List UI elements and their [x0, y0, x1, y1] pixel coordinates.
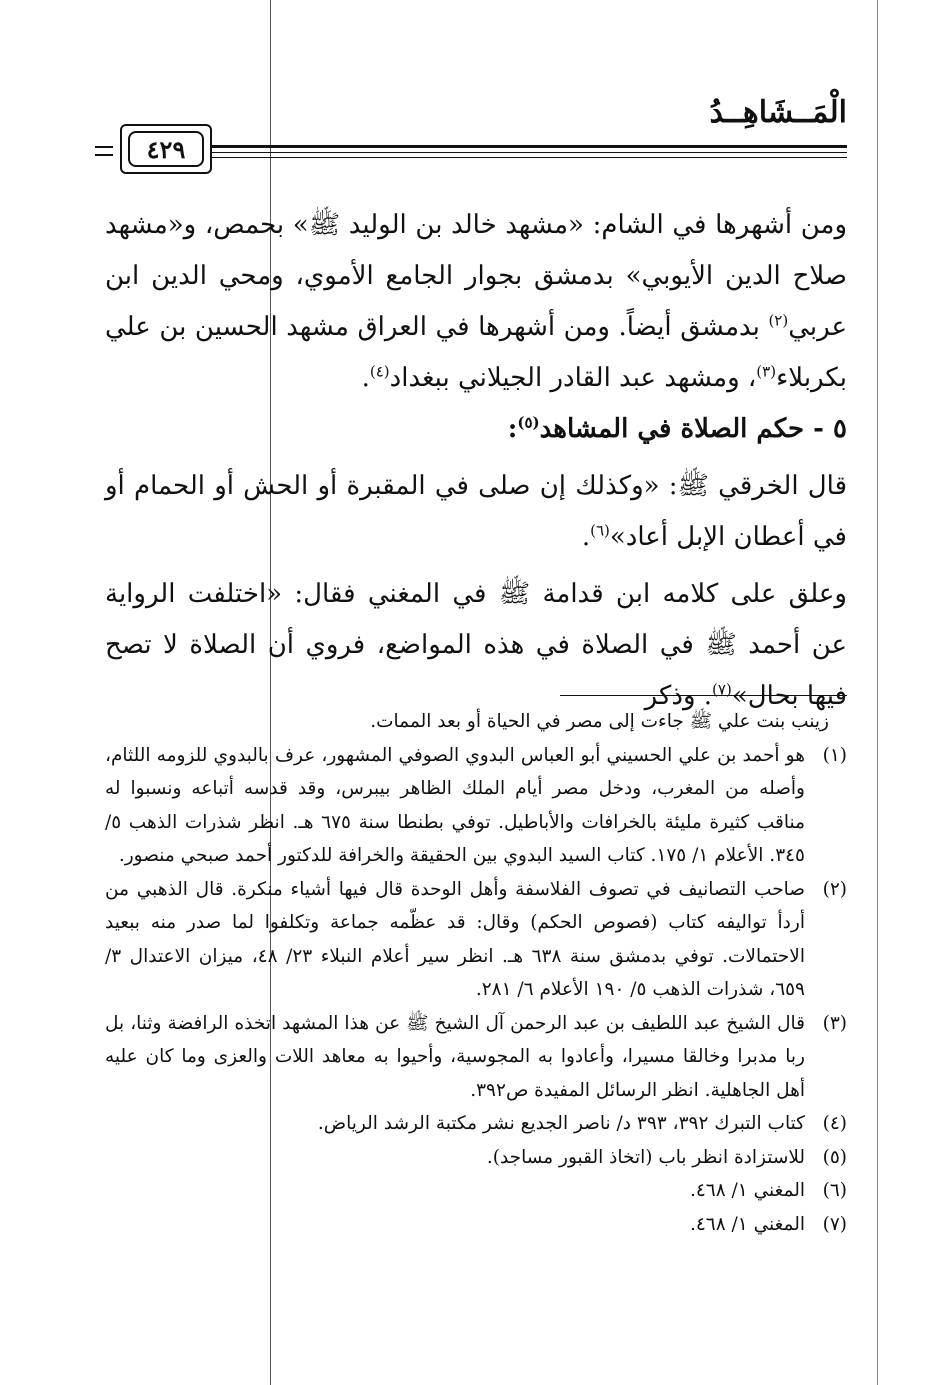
main-text — [105, 200, 847, 722]
footnote-number: (٧) — [822, 1213, 847, 1235]
footnote-4 — [105, 1107, 847, 1141]
header-rule — [212, 157, 847, 158]
footnote-number: (١) — [822, 744, 847, 766]
footnote-text: صاحب التصانيف في تصوف الفلاسفة وأهل الوحدة قال فيها أشياء منكرة. قال الذهبي من أردأ تواليفه كتاب (فصوص الحكم) وقال: قد عظّمه جماعة وتكلفوا لما صدر منه ببعيد الاحتمالات. توفي بدمشق سنة ٦٣٨ هـ. انظر سير أعلام النبلاء ٢٣/ ٤٨، ميزان الاعتدال ٣/ ٦٥٩، شذرات الذهب ٥/ ١٩٠ الأعلام ٦/ ٢٨١. — [105, 878, 805, 1000]
footnote-text: قال الشيخ عبد اللطيف بن عبد الرحمن آل الشيخ ﷺ عن هذا المشهد اتخذه الرافضة وثنا، بل ربا مدبرا وخالقا مسيرا، وأعادوا به المجوسية، وأحيوا به معاهد اللات والعزى وما كان عليه أهل الجاهلية. انظر الرسائل المفيدة ص٣٩٢. — [105, 1012, 805, 1101]
header-rule — [212, 145, 847, 148]
header-rule-left — [95, 146, 113, 148]
paragraph-shrines: ومن أشهرها في الشام: «مشهد خالد بن الوليد ﷺ» بحمص، و«مشهد صلاح الدين الأيوبي» بدمشق بجوار الجامع الأموي، ومحي الدين ابن عربي$^{(٢)}$ بدمشق أيضاً. ومن أشهرها في العراق مشهد الحسين بن علي بكربلاء$^{(٣)}$، ومشهد عبد القادر الجيلاني ببغداد$^{(٤)}$. — [105, 210, 847, 393]
page-number-frame — [120, 124, 212, 174]
footnote-text: للاستزادة انظر باب (اتخاذ القبور مساجد). — [486, 1146, 805, 1168]
footnote-text: هو أحمد بن علي الحسيني أبو العباس البدوي الصوفي المشهور، عرف بالبدوي للزومه اللثام، وأصله من المغرب، ودخل مصر أيام الملك الظاهر بيبرس، وقد قدسه أتباعه ونسبوا له مناقب كثيرة مليئة بالخرافات والأباطيل. توفي بطنطا سنة ٦٧٥ هـ. انظر شذرات الذهب ٥/ ٣٤٥. الأعلام ١/ ١٧٥. كتاب السيد البدوي بين الحقيقة والخرافة للدكتور أحمد صبحي منصور. — [105, 744, 805, 866]
header-rule-left — [95, 154, 113, 156]
footnote-text: المغني ١/ ٤٦٨. — [689, 1213, 805, 1235]
footnote-5 — [105, 1141, 847, 1175]
footnote-ref-4: (٤) — [369, 362, 390, 381]
footnote-ref-5: (٥) — [517, 413, 540, 432]
section-heading: ٥ - حكم الصلاة في المشاهد$^{(٥)}$: — [507, 413, 847, 444]
footnote-ref-3: (٣) — [756, 362, 777, 381]
running-header-title: الْمَــشَاهِــدُ — [709, 95, 847, 130]
footnote-2 — [105, 873, 847, 1007]
footnote-number: (٥) — [822, 1146, 847, 1168]
footnote-ref-2: (٢) — [768, 311, 789, 330]
footnote-text: كتاب التبرك ٣٩٢، ٣٩٣ د/ ناصر الجديع نشر مكتبة الرشد الرياض. — [317, 1113, 805, 1134]
header-rule — [212, 152, 847, 153]
footnotes — [105, 705, 847, 1241]
footnote-number: (٣) — [822, 1012, 847, 1034]
footnote-number: (٤) — [822, 1113, 847, 1134]
footnote-number: (٢) — [822, 878, 847, 900]
footnote-ref-6: (٦) — [590, 521, 610, 540]
footnote-number: (٦) — [822, 1180, 847, 1201]
footnote-3 — [105, 1007, 847, 1108]
footnote-1 — [105, 739, 847, 873]
footnote-text: المغني ١/ ٤٦٨. — [689, 1180, 805, 1201]
paragraph-ibn-qudama: وعلق على كلامه ابن قدامة ﷺ في المغني فقال: «اختلفت الرواية عن أحمد ﷺ في الصلاة في هذه المواضع، فروي أن الصلاة لا تصح فيها بحال»$^{(٧)}$. وذكر — [105, 579, 847, 711]
footnote-6 — [105, 1174, 847, 1208]
scan-line-right — [877, 0, 878, 1385]
paragraph-kharqi: قال الخرقي ﷺ: «وكذلك إن صلى في المقبرة أو الحش أو الحمام أو في أعطان الإبل أعاد»$^{(٦)}$. — [105, 471, 847, 552]
footnote-7 — [105, 1208, 847, 1242]
footnote-separator — [560, 695, 847, 696]
page-number: ٤٢٩ — [128, 131, 204, 167]
footnote-ref-7: (٧) — [712, 680, 732, 699]
footnote-continuation: زينب بنت علي ﷺ جاءت إلى مصر في الحياة أو بعد الممات. — [370, 711, 829, 732]
